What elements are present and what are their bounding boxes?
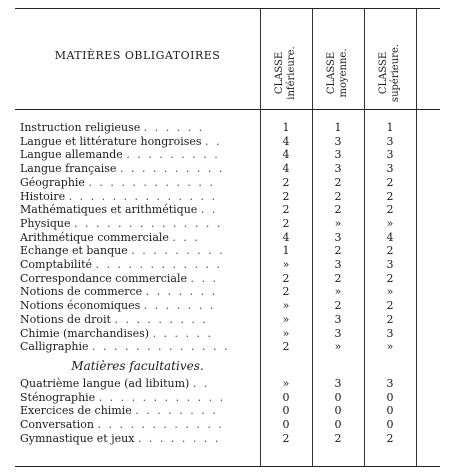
subject-cell [20,327,256,340]
subject-name: Arithmétique commerciale [20,230,169,244]
curriculum-table [15,8,440,467]
hours-cell: 4 [282,230,290,244]
column-header-line: moyenne. [338,47,349,98]
hours-cell: 2 [334,244,342,258]
table-row [15,432,440,445]
hours-cell: » [386,216,394,230]
hours-cell: 0 [282,404,290,418]
table-row [15,190,440,203]
subject-name: Géographie [20,175,85,189]
subject-cell [20,272,256,285]
column-header-line: inférieure. [286,45,297,100]
column-header-inferieure [261,25,311,120]
hours-cell: » [282,312,290,326]
column-header-superieure [365,25,415,120]
leader-dots: . . . . . . . [145,285,218,299]
leader-dots: . . . . . . . . . . . . [98,390,226,404]
hours-cell: 4 [282,148,290,162]
hours-cell: » [386,340,394,354]
subject-cell [20,340,256,353]
hours-cell: 2 [334,271,342,285]
hours-cell: 3 [334,162,342,176]
hours-cell: 2 [386,299,394,313]
hours-cell: 3 [386,134,394,148]
leader-dots: . . . . . . . . . [126,148,220,162]
hours-cell: 3 [334,230,342,244]
table-row [15,121,440,134]
subject-name: Physique [20,216,71,230]
column-header-line: supérieure. [390,43,401,102]
subject-name: Echange et banque [20,244,128,258]
table-row [15,299,440,312]
subject-cell [20,244,256,257]
hours-cell: 2 [334,175,342,189]
subject-cell [20,176,256,189]
column-header-line: CLASSE [378,51,389,94]
hours-cell: 3 [386,162,394,176]
subject-cell [20,217,256,230]
hours-cell: 2 [282,340,290,354]
hours-cell: 2 [334,203,342,217]
hours-cell: 2 [386,431,394,445]
leader-dots: . . . . . . . . . . . . . . [68,189,218,203]
hours-cell: 2 [386,189,394,203]
leader-dots: . . [200,203,218,217]
subject-cell [20,148,256,161]
hours-cell: » [282,326,290,340]
hours-cell: 0 [386,404,394,418]
subjects-title: MATIÈRES OBLIGATOIRES [54,49,221,62]
hours-cell: 0 [334,390,342,404]
subject-cell [20,121,256,134]
subject-name: Notions économiques [20,299,141,313]
subject-cell [20,203,256,216]
hours-cell: 3 [334,312,342,326]
column-header-moyenne [313,25,363,120]
hours-cell: 2 [282,175,290,189]
subject-cell [20,190,256,203]
leader-dots: . . . . . . . . [137,431,221,445]
subject-name: Langue et littérature hongroises [20,134,202,148]
hours-cell: » [282,377,290,390]
table-row [15,418,440,431]
leader-dots: . . . . . . [152,326,214,340]
hours-cell: 2 [334,189,342,203]
leader-dots: . . . . . . [143,121,205,134]
hours-cell: 0 [334,404,342,418]
hours-cell: 2 [386,203,394,217]
subject-name: Instruction religieuse [20,121,141,134]
leader-dots: . . . . . . . . . . . . [88,175,215,189]
subject-name: Langue française [20,162,117,176]
hours-cell: 2 [282,189,290,203]
leader-dots: . . . . . . . . . [131,244,225,258]
subject-cell [20,377,256,390]
subject-cell [20,404,256,417]
hours-cell: 0 [282,418,290,432]
hours-cell: » [386,285,394,299]
subject-name: Calligraphie [20,340,89,354]
hours-cell: 4 [282,162,290,176]
subject-cell [20,299,256,312]
hours-cell: 0 [282,390,290,404]
subject-cell [20,432,256,445]
hours-cell: 0 [334,418,342,432]
hours-cell: 2 [282,285,290,299]
hours-cell: 1 [386,121,394,134]
table-row [15,327,440,340]
leader-dots: . . . . . . . [143,299,216,313]
subject-cell [20,135,256,148]
leader-dots: . . [205,134,222,148]
hours-cell: 3 [386,258,394,271]
hours-cell: 3 [386,377,394,390]
hours-cell: 2 [334,431,342,445]
subject-name: Quatrième langue (ad libitum) [20,377,190,390]
table-row [15,148,440,161]
hours-cell: » [282,258,290,271]
hours-cell: 4 [282,134,290,148]
hours-cell: 2 [386,244,394,258]
subject-name: Mathématiques et arithmétique [20,203,198,217]
table-row [15,162,440,175]
hours-cell: 3 [334,377,342,390]
table-row [15,340,440,353]
subject-name: Gymnastique et jeux [20,431,135,445]
subject-cell [20,258,256,271]
table-row [15,258,440,271]
hours-cell: 2 [282,203,290,217]
hours-cell: 3 [334,148,342,162]
column-header-line: CLASSE [274,51,285,94]
hours-cell: » [334,285,342,299]
hours-cell: 1 [282,121,290,134]
leader-dots: . . . . . . . . . . . . . . [74,216,223,230]
subject-cell [20,231,256,244]
subject-name: Notions de commerce [20,285,143,299]
subject-cell [20,418,256,431]
subject-name: Comptabilité [20,258,93,271]
hours-cell: 3 [386,326,394,340]
subject-name: Notions de droit [20,312,111,326]
leader-dots: . . [192,377,210,390]
hours-cell: 0 [386,390,394,404]
hours-cell: » [282,299,290,313]
hours-cell: 2 [334,299,342,313]
hours-cell: 2 [282,431,290,445]
table-row [15,391,440,404]
leader-dots: . . . . . . . . . . . . [97,418,224,432]
hours-cell: 2 [386,312,394,326]
hours-cell: 3 [334,326,342,340]
subject-name: Histoire [20,189,66,203]
table-row [15,377,440,390]
leader-dots: . . . . . . . . . [114,312,208,326]
column-header-line: CLASSE [326,51,337,94]
table-row [15,244,440,257]
leader-dots: . . . [172,230,200,244]
leader-dots: . . . [190,271,218,285]
table-row [15,217,440,230]
subject-cell [20,313,256,326]
subject-name: Correspondance commerciale [20,271,187,285]
hours-cell: 3 [334,258,342,271]
subject-cell [20,162,256,175]
hours-cell: 4 [386,230,394,244]
leader-dots: . . . . . . . . [135,404,218,418]
optional-section-title: Matières facultatives. [71,359,204,373]
hours-cell: 2 [282,271,290,285]
hours-cell: 0 [386,418,394,432]
leader-dots: . . . . . . . . . . . . . [92,340,230,354]
hours-cell: 3 [386,148,394,162]
subject-name: Langue allemande [20,148,123,162]
table-row [15,404,440,417]
hours-cell: » [334,216,342,230]
hours-cell: 1 [334,121,342,134]
leader-dots: . . . . . . . . . . . . [95,258,222,271]
table-row [15,285,440,298]
table-row [15,176,440,189]
hours-cell: 2 [386,271,394,285]
hours-cell: 3 [334,134,342,148]
subject-cell [20,285,256,298]
hours-cell: » [334,340,342,354]
hours-cell: 2 [282,216,290,230]
subject-name: Sténographie [20,390,96,404]
table-row [15,272,440,285]
table-row [15,313,440,326]
subject-cell [20,391,256,404]
subject-name: Chimie (marchandises) [20,326,150,340]
subject-name: Conversation [20,418,94,432]
hours-cell: 1 [282,244,290,258]
table-row [15,203,440,216]
table-row [15,231,440,244]
hours-cell: 2 [386,175,394,189]
subject-name: Exercices de chimie [20,404,132,418]
table-row [15,135,440,148]
leader-dots: . . . . . . . . . . [119,162,225,176]
